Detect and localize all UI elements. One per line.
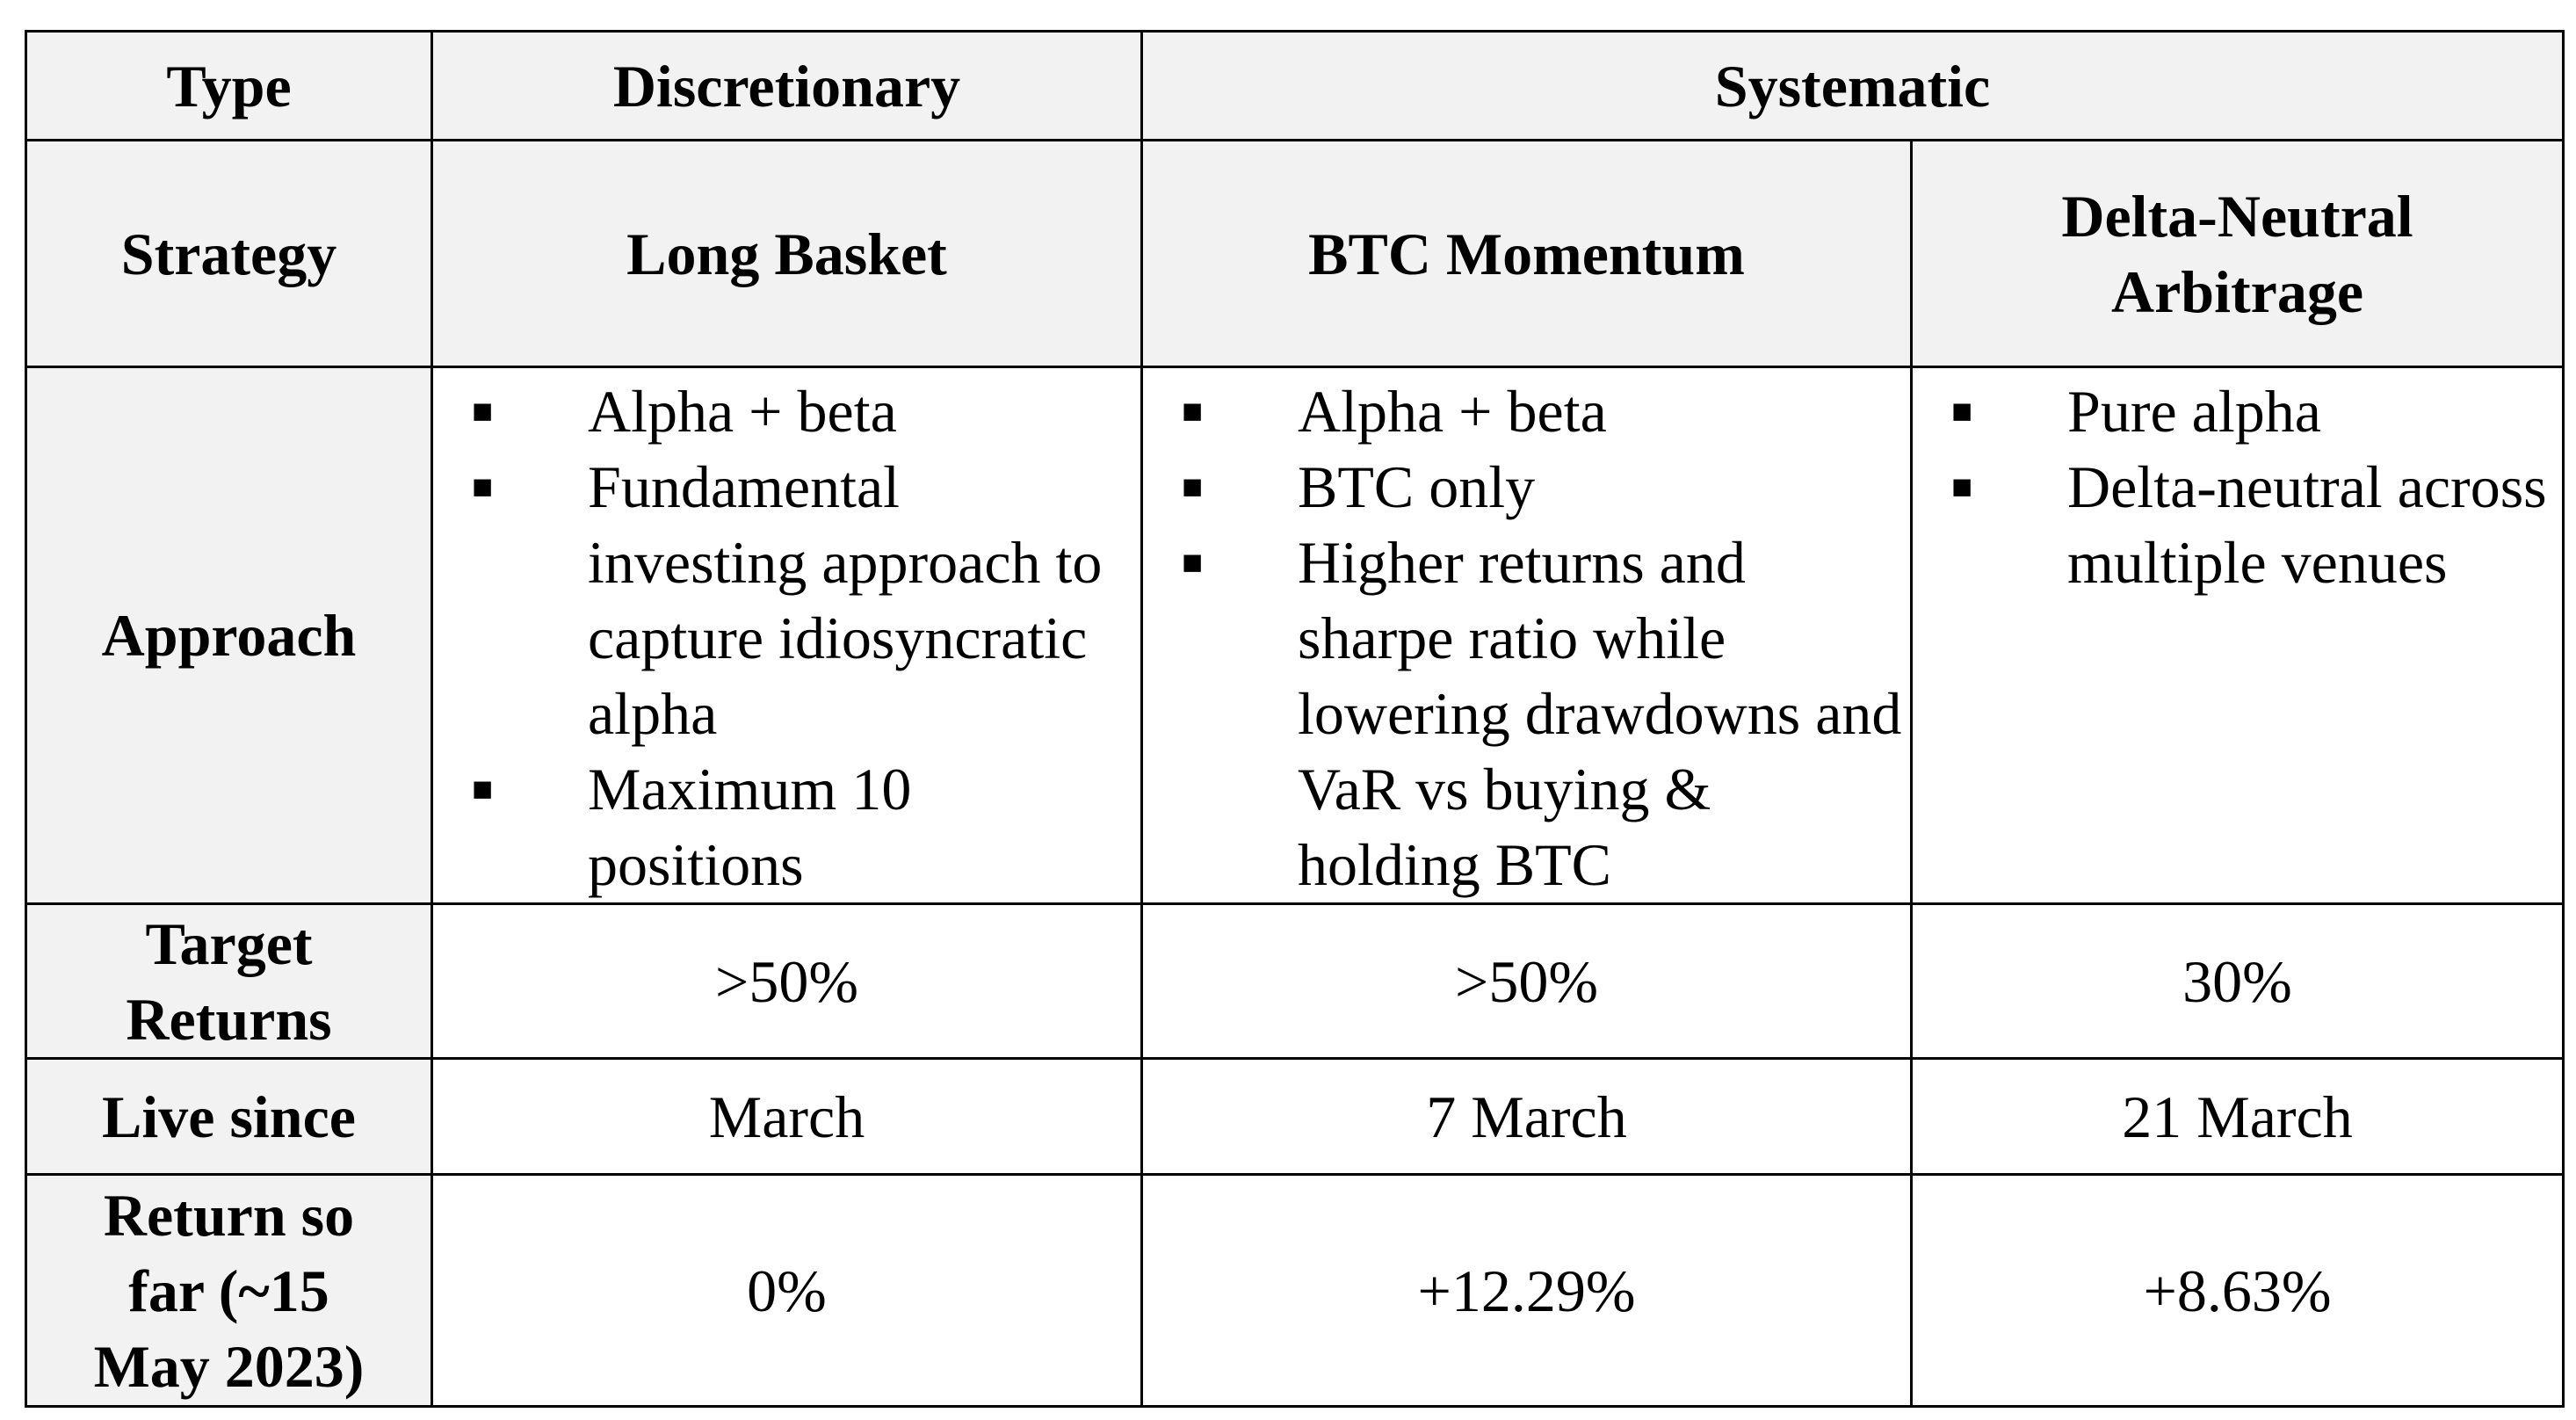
approach-btc-momentum [1142, 367, 1912, 904]
list-item [1143, 449, 1910, 525]
approach-long-basket [432, 367, 1142, 904]
type-row [26, 32, 2564, 141]
return-so-far-row [26, 1175, 2564, 1407]
strategy-long-basket: Long Basket [432, 141, 1142, 367]
list-item-text: Alpha + beta [588, 378, 897, 445]
bullet-icon: ■ [472, 769, 494, 808]
approach-label: Approach [26, 367, 432, 904]
list-item [433, 449, 1140, 751]
bullet-icon: ■ [1182, 391, 1204, 431]
list-item [433, 373, 1140, 449]
return-so-far-label: Return so far (~15 May 2023) [26, 1175, 432, 1407]
discretionary-header: Discretionary [432, 32, 1142, 141]
list-item [1143, 373, 1910, 449]
list-item-text: Delta-neutral across multiple venues [2067, 453, 2547, 596]
target-returns-long-basket: >50% [432, 904, 1142, 1059]
list-item [1143, 525, 1910, 902]
approach-delta-neutral [1912, 367, 2564, 904]
strategy-delta-neutral: Delta-Neutral Arbitrage [1912, 141, 2564, 367]
target-returns-label: Target Returns [26, 904, 432, 1059]
list-item-text: Fundamental investing approach to capture idiosyncratic alpha [588, 453, 1103, 747]
bullet-icon: ■ [1951, 467, 1973, 506]
list-item [1913, 449, 2562, 600]
type-header: Type [26, 32, 432, 141]
target-returns-delta-neutral: 30% [1912, 904, 2564, 1059]
live-since-long-basket: March [432, 1059, 1142, 1175]
systematic-header: Systematic [1142, 32, 2564, 141]
live-since-row [26, 1059, 2564, 1175]
list-item-text: Pure alpha [2067, 378, 2321, 445]
target-returns-row [26, 904, 2564, 1059]
bullet-icon: ■ [1951, 391, 1973, 431]
list-item-text: BTC only [1298, 453, 1536, 520]
bullet-icon: ■ [472, 467, 494, 506]
list-item-text: Higher returns and sharpe ratio while lowering drawdowns and VaR vs buying & holding BTC [1298, 529, 1902, 898]
strategy-comparison-table [25, 30, 2565, 1408]
return-so-far-long-basket: 0% [432, 1175, 1142, 1407]
list-item-text: Alpha + beta [1298, 378, 1607, 445]
bullet-icon: ■ [1182, 542, 1204, 582]
strategy-row [26, 141, 2564, 367]
live-since-label: Live since [26, 1059, 432, 1175]
approach-btc-momentum-list [1143, 368, 1910, 902]
live-since-delta-neutral: 21 March [1912, 1059, 2564, 1175]
approach-long-basket-list [433, 368, 1140, 902]
strategy-btc-momentum: BTC Momentum [1142, 141, 1912, 367]
return-so-far-delta-neutral: +8.63% [1912, 1175, 2564, 1407]
return-so-far-btc-momentum: +12.29% [1142, 1175, 1912, 1407]
approach-row [26, 367, 2564, 904]
live-since-btc-momentum: 7 March [1142, 1059, 1912, 1175]
strategy-label: Strategy [26, 141, 432, 367]
approach-delta-neutral-list [1913, 368, 2562, 600]
list-item-text: Maximum 10 positions [588, 756, 912, 898]
bullet-icon: ■ [1182, 467, 1204, 506]
list-item [1913, 373, 2562, 449]
target-returns-btc-momentum: >50% [1142, 904, 1912, 1059]
list-item [433, 751, 1140, 902]
bullet-icon: ■ [472, 391, 494, 431]
